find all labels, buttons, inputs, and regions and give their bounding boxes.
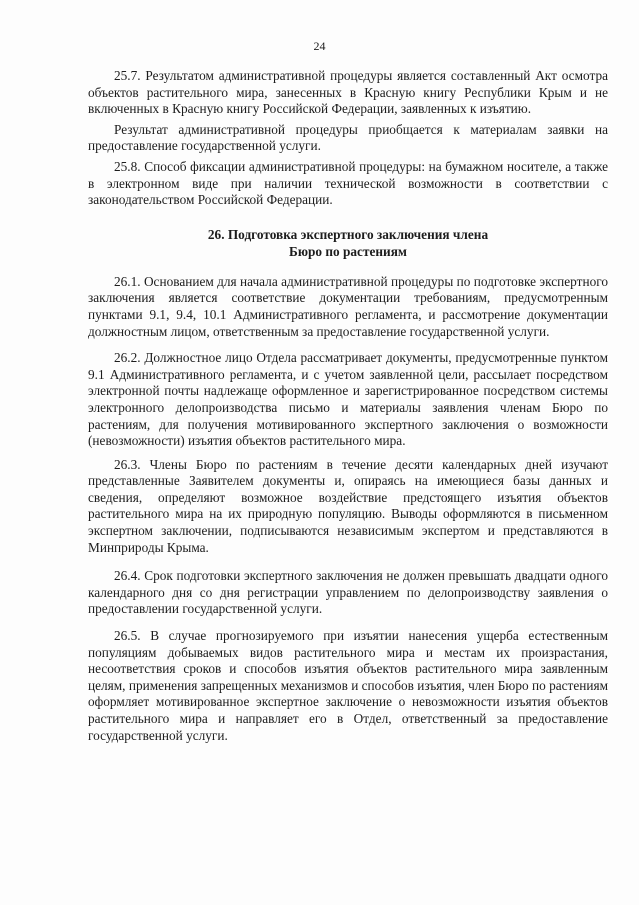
paragraph-26-4: 26.4. Срок подготовки экспертного заключения не должен превышать двадцати одного календарного дня со дня регистрации управлением по делопроизводству заявления о предоставлении государственной услуги.	[88, 568, 608, 617]
paragraph-26-3: 26.3. Члены Бюро по растениям в течение десяти календарных дней изучают представленные Заявителем документы и, опираясь на имеющиеся базы данных и сведения, определяют возможное воздействие предстоящего изъятия объектов растительного мира на их природную популяцию. Выводы оформляются в письменном экспертном заключении, подписываются независимым экспертом и представляются в Минприроды Крыма.	[88, 456, 608, 555]
document-body	[88, 68, 608, 744]
paragraph-25-7-result: Результат административной процедуры приобщается к материалам заявки на предоставление государственной услуги.	[88, 121, 608, 154]
paragraph-25-7: 25.7. Результатом административной процедуры является составленный Акт осмотра объектов растительного мира, занесенных в Красную книгу Республики Крым и не включенных в Красную книгу Российской Федерации, заявленных к изъятию.	[88, 68, 608, 117]
paragraph-25-8: 25.8. Способ фиксации административной процедуры: на бумажном носителе, а также в электронном виде при наличии технической возможности в соответствии с законодательством Российской Федерации.	[88, 158, 608, 208]
paragraph-26-2: 26.2. Должностное лицо Отдела рассматривает документы, предусмотренные пунктом 9.1 Административного регламента, и с учетом заявленной цели, рассылает посредством электронной почты надлежаще оформленное и зарегистрированное посредством системы электронного делопроизводства письмо и материалы заявления членам Бюро по растениям, для получения мотивированного экспертного заключения о возможности (невозможности) изъятия объектов растительного мира.	[88, 350, 608, 449]
section-heading-26-line1: 26. Подготовка экспертного заключения члена	[207, 226, 489, 242]
section-heading-26	[88, 226, 608, 260]
page-number: 24	[313, 39, 326, 53]
paragraph-26-1: 26.1. Основанием для начала административной процедуры по подготовке экспертного заключения является соответствие документации требованиям, предусмотренным пунктами 9.1, 9.4, 10.1 Административного регламента, и рассмотрение документации должностным лицом, ответственным за предоставление государственной услуги.	[88, 273, 608, 339]
section-heading-26-line2: Бюро по растениям	[289, 243, 407, 259]
paragraph-26-5: 26.5. В случае прогнозируемого при изъятии нанесения ущерба естественным популяциям добываемых видов растительного мира и местам их произрастания, несоответствия сроков и способов изъятия объектов растительного мира заявленным целям, применения запрещенных механизмов и способов изъятия, член Бюро по растениям оформляет мотивированное экспертное заключение о невозможности изъятия объектов растительного мира и направляет его в Отдел, ответственный за предоставление государственной услуги.	[88, 628, 608, 743]
